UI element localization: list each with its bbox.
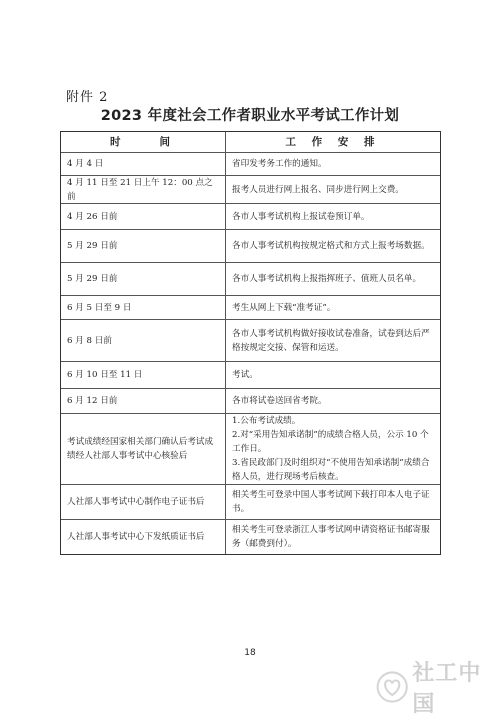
watermark [376,656,500,718]
row-time: 6 月 5 日至 9 日 [61,296,226,319]
table-row [61,388,440,413]
row-task: 省印发考务工作的通知。 [232,159,327,169]
table-row [61,175,440,203]
row-time: 6 月 8 日前 [61,320,226,361]
watermark-text: 社工中国 [412,661,482,717]
row-task: 1.公布考试成绩。 2.对“采用告知承诺制”的成绩合格人员，公示 10 个工作日。 3.省民政部门及时组织对“不使用告知承诺制”成绩合格人员，进行现场考后核查。 [232,416,430,482]
table-row [61,319,440,361]
row-time: 6 月 12 日前 [61,389,226,413]
row-time: 5 月 29 日前 [61,263,226,295]
table-row [61,229,440,262]
table-row [61,152,440,175]
attachment-label: 附件 2 [66,90,109,105]
row-time: 人社部人事考试中心下发纸质证书后 [61,520,226,554]
header-arrangement: 工 作 安 排 [285,136,381,148]
row-task: 各市人事考试机构上报试卷预订单。 [232,211,370,222]
row-task: 考生从网上下载“准考证”。 [232,302,336,313]
table-row [61,361,440,388]
table-row [61,295,440,319]
page-number: 18 [244,648,256,658]
row-task: 相关考生可登录浙江人事考试网申请资格证书邮寄服务（邮费到付）。 [232,525,430,549]
table-row [61,262,440,295]
heart-seal-icon [376,670,408,704]
table-row [61,203,440,229]
row-time: 5 月 29 日前 [61,230,226,262]
row-time: 考试成绩经国家相关部门确认后考试成绩经人社部人事考试中心核验后 [61,414,226,484]
schedule-table [60,131,441,555]
row-task: 相关考生可登录中国人事考试网下载打印本人电子证书。 [232,490,430,514]
row-task: 各市人事考试机构按规定格式和方式上报考场数据。 [232,241,430,251]
row-time: 4 月 26 日前 [61,204,226,229]
row-task: 各市人事考试机构做好接收试卷准备，试卷到达后严格按规定交接、保管和运送。 [232,328,430,353]
row-task: 各市人事考试机构上报指挥班子、值班人员名单。 [232,274,422,284]
row-time: 人社部人事考试中心制作电子证书后 [61,485,226,519]
row-task: 各市将试卷送回省考院。 [232,396,327,406]
row-time: 4 月 11 日至 21 日上午 12：00 点之前 [61,176,226,203]
row-time: 6 月 10 日至 11 日 [61,362,226,388]
table-row [61,519,440,554]
document-title: 2023 年度社会工作者职业水平考试工作计划 [100,108,400,124]
row-task: 报考人员进行网上报名、同步进行网上交费。 [232,184,404,195]
table-row [61,413,440,484]
header-time: 时 间 [61,132,226,152]
table-header-row [61,132,440,152]
table-row [61,484,440,519]
row-task: 考试。 [232,370,258,380]
row-time: 4 月 4 日 [61,153,226,175]
